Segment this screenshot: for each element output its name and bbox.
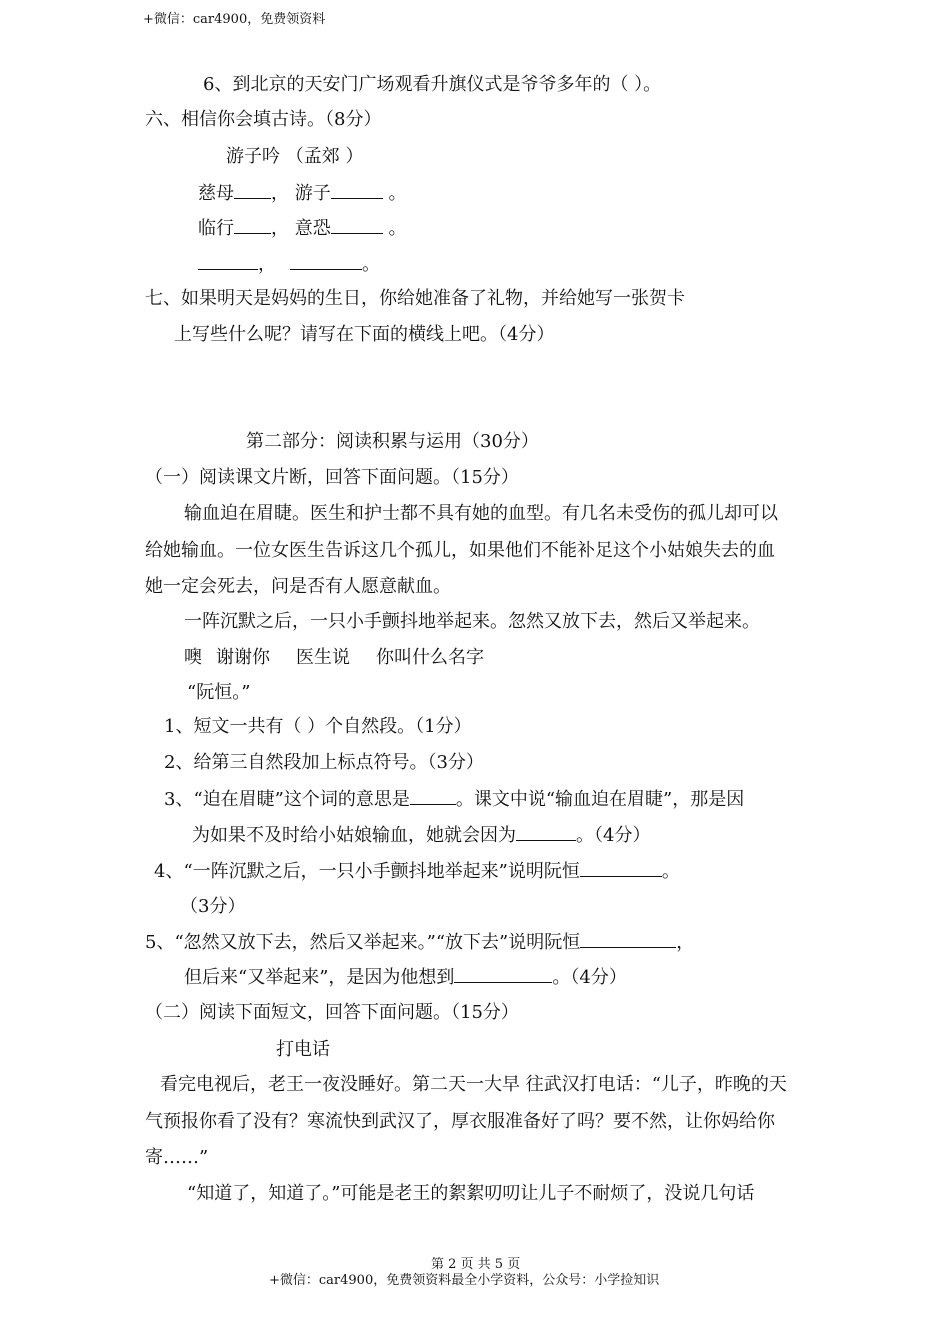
subsection-2-title: （二）阅读下面短文，回答下面问题。（15分） <box>145 1002 519 1023</box>
poem-line-3: ， 。 <box>198 253 380 276</box>
poem-name: 游子吟 （孟郊 ） <box>226 146 364 167</box>
passage-line: 一阵沉默之后，一只小手颤抖地举起来。忽然又放下去，然后又举起来。 <box>184 611 760 632</box>
page-number: 第 2 页 共 5 页 <box>431 1257 521 1272</box>
reading-question-2: 2、给第三自然段加上标点符号。（3分） <box>164 752 484 773</box>
reading-question-4-score: （3分） <box>180 896 246 917</box>
passage-line: “阮恒。” <box>187 682 251 703</box>
reading-question-3: 3、“迫在眉睫”这个词的意思是 。课文中说“输血迫在眉睫”，那是因 <box>164 789 745 810</box>
header-watermark: +微信：car4900，免费领资料 <box>143 12 326 27</box>
question-7-line-1: 七、如果明天是妈妈的生日，你给她准备了礼物，并给她写一张贺卡 <box>145 288 685 309</box>
question-6: 6、到北京的天安门广场观看升旗仪式是爷爷多年的（ ）。 <box>203 74 662 95</box>
poem-line-2: 临行 ， 意恐 。 <box>198 218 407 239</box>
story-line: 看完电视后，老王一夜没睡好。第二天一大早 往武汉打电话：“儿子，昨晚的天 <box>160 1074 787 1095</box>
reading-question-4: 4、“一阵沉默之后，一只小手颤抖地举起来”说明阮恒 。 <box>154 861 680 882</box>
footer-watermark: +微信：car4900，免费领资料最全小学资料，公众号：小学捡知识 <box>269 1273 660 1288</box>
subsection-1-title: （一）阅读课文片断，回答下面问题。（15分） <box>145 467 519 488</box>
poem-line-1: 慈母 ， 游子 。 <box>198 183 407 204</box>
reading-question-5: 5、“忽然又放下去，然后又举起来。”“放下去”说明阮恒 ， <box>145 932 695 953</box>
reading-question-1: 1、短文一共有（ ）个自然段。（1分） <box>164 716 472 737</box>
story-line: 寄……” <box>145 1147 209 1168</box>
story-title: 打电话 <box>276 1039 330 1060</box>
story-line: 气预报你看了没有？寒流快到武汉了，厚衣服准备好了吗？要不然，让你妈给你 <box>145 1111 775 1132</box>
poem-section-title: 六、相信你会填古诗。（8分） <box>145 109 382 130</box>
part2-title: 第二部分：阅读积累与运用（30分） <box>246 431 539 452</box>
passage-line: 她一定会死去，问是否有人愿意献血。 <box>145 576 451 597</box>
passage-line: 输血迫在眉睫。医生和护士都不具有她的血型。有几名未受伤的孤儿却可以 <box>184 503 778 524</box>
story-line: “知道了，知道了。”可能是老王的絮絮叨叨让儿子不耐烦了，没说几句话 <box>187 1183 755 1204</box>
reading-question-5-cont: 但后来“又举起来”，是因为他想到 。（4分） <box>184 967 627 988</box>
passage-dialogue: 噢 谢谢你 医生说 你叫什么名字 <box>184 647 484 668</box>
question-7-line-2: 上写些什么呢？请写在下面的横线上吧。（4分） <box>174 324 555 345</box>
reading-question-3-cont: 为如果不及时给小姑娘输血，她就会因为 。（4分） <box>192 825 651 846</box>
passage-line: 给她输血。一位女医生告诉这几个孤儿，如果他们不能补足这个小姑娘失去的血 <box>145 540 775 561</box>
